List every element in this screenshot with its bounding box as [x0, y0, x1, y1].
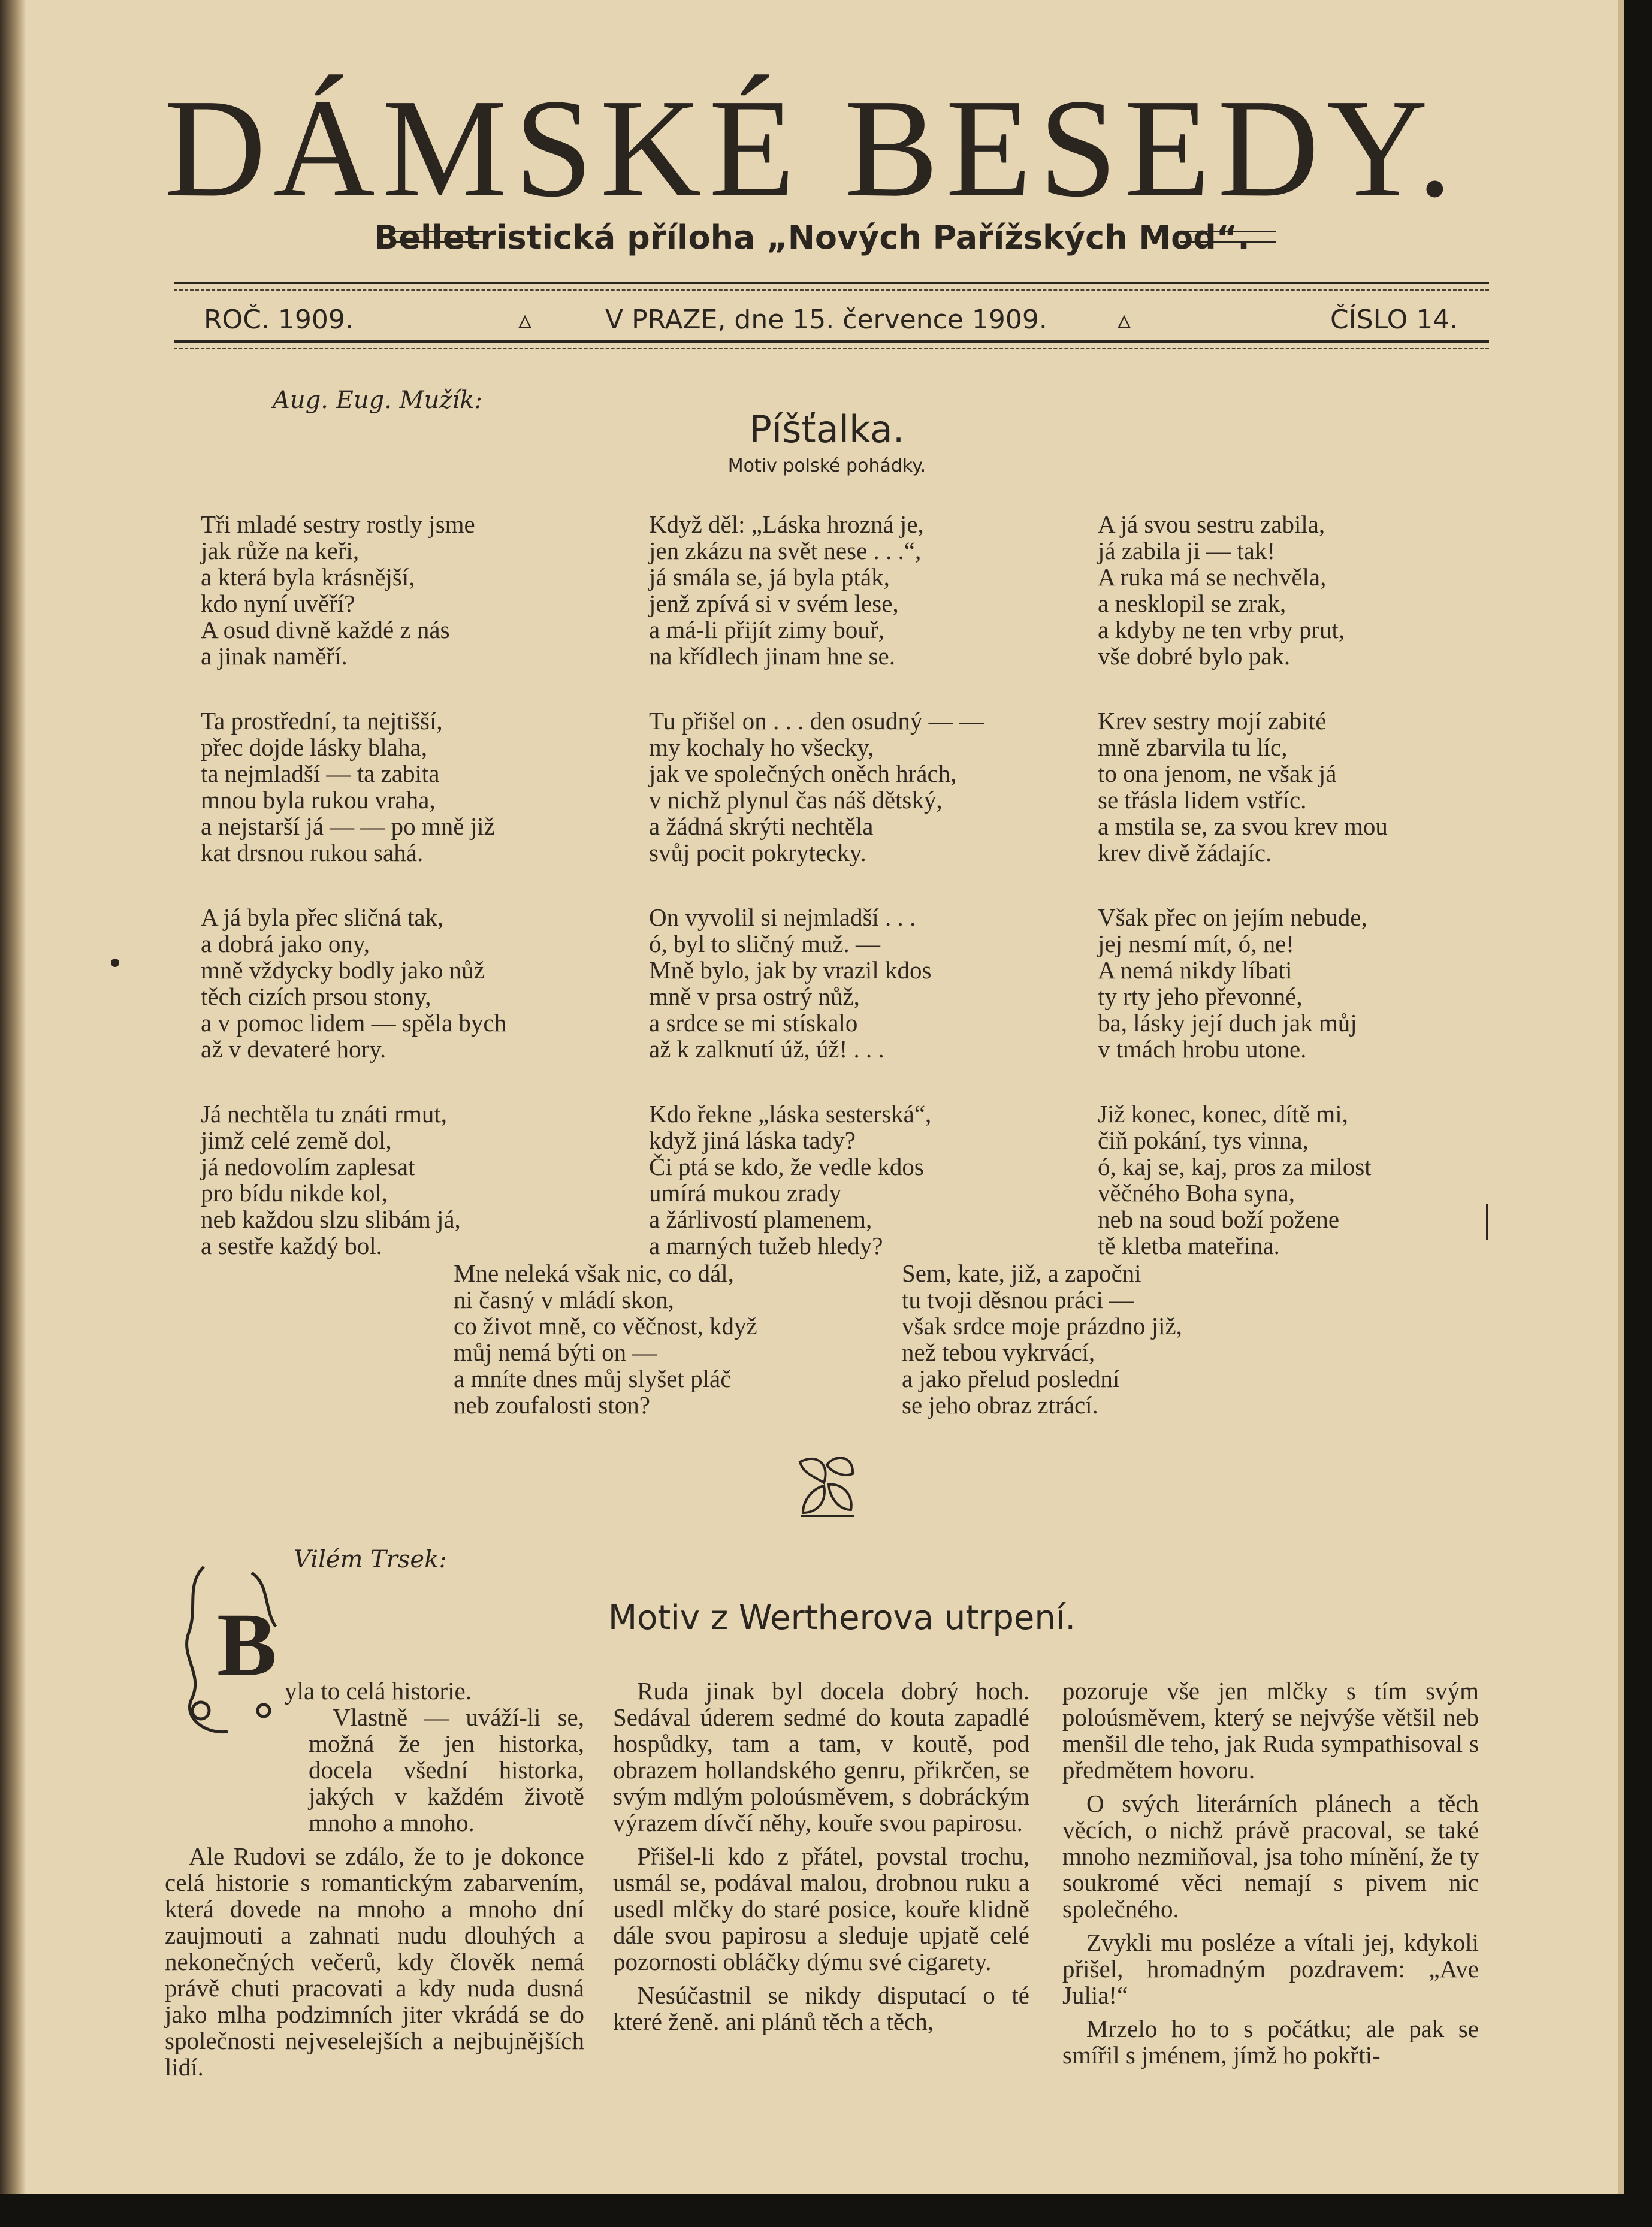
paragraph: Ruda jinak byl docela dobrý hoch. Sedával úderem sedmé do kouta zapadlé hospůdky, tam a tam, v koutě, pod obrazem hollandského genru, přikrčen, se svým mdlým poloúsměvem, s dobráckým výrazem dívčí něhy, kouře svou papirosu. — [613, 1677, 1029, 1836]
story-column-3 — [1062, 1678, 1479, 2075]
stanza: Já nechtěla tu znáti rmut, jimž celé země dol, já nedovolím zaplesat pro bídu nikde kol, neb každou slzu slibám já, a sestře každý bol. — [201, 1100, 461, 1259]
poem-column-3 — [1098, 511, 1481, 1297]
paragraph: Zvykli mu posléze a vítali jej, kdykoli přišel, hromadným pozdravem: „Ave Julia!“ — [1062, 1929, 1479, 2009]
stanza: Krev sestry mojí zabité mně zbarvila tu líc, to ona jenom, ne však já se třásla lidem vstříc. a mstila se, za svou krev mou krev divě žádajíc. — [1098, 707, 1388, 866]
poem-author: Aug. Eug. Mužík: — [273, 386, 482, 414]
paragraph: O svých literárních plánech a těch věcích, o nichž právě pracoval, se také mnoho nezmiňoval, jsa toho mínění, že ty soukromé věci nemají s pivem nic společného. — [1062, 1790, 1479, 1923]
stanza: Tu přišel on . . . den osudný — — my kochaly ho všecky, jak ve společných oněch hrách, v nichž plynul čas náš dětský, a žádná skrýti nechtěla svůj pocit pokrytecky. — [649, 707, 984, 866]
poem-bottom-left — [454, 1260, 837, 1457]
floral-ornament-icon — [794, 1450, 860, 1522]
infobar-top-dashed-rule — [174, 289, 1489, 291]
stanza: A já byla přec sličná tak, a dobrá jako ony, mně vždycky bodly jako nůž těch cizích prsou stony, a v pomoc lidem — spěla bych až v devateré hory. — [201, 904, 507, 1063]
paragraph: Přišel-li kdo z přátel, povstal trochu, usmál se, podával malou, drobnou ruku a usedl mlčky do staré posice, kouře klidně dále svou papirosu a sleduje upjatě celé pozornosti obláčky dýmu své cigarety. — [613, 1842, 1029, 1975]
stanza: Ta prostřední, ta nejtišší, přec dojde lásky blaha, ta nejmladší — ta zabita mnou byla rukou vraha, a nejstarší já — — po mně již kat drsnou rukou sahá. — [201, 707, 495, 866]
paragraph: pozoruje vše jen mlčky s tím svým poloúsměvem, který se nejvýše většil neb menšil dle teho, jak Ruda sympathisoval s předmětem hovoru. — [1062, 1677, 1479, 1784]
stanza: Mne neleká však nic, co dál, ni časný v mládí skon, co život mně, co věčnost, když můj nemá býti on — a mníte dnes můj slyšet pláč neb zoufalosti ston? — [454, 1259, 757, 1419]
stanza: Však přec on jejím nebude, jej nesmí mít, ó, ne! A nemá nikdy líbati ty rty jeho převonné, ba, lásky její duch jak můj v tmách hrobu utone. — [1098, 904, 1367, 1063]
dropcap-first-line: yla to celá historie. — [285, 1677, 472, 1705]
paragraph: Mrzelo ho to s počátku; ale pak se smířil s jménem, jímž ho pokřti- — [1062, 2015, 1479, 2069]
paragraph: Ale Rudovi se zdálo, že to je dokonce celá historie s romantickým zabarvením, která dovede na mnoho a mnoho dní zaujmouti a zahnati nudu dlouhých a nekonečných večerů, kdy člověk nemá právě chuti pracovati a kdy nuda dusná jako mlha podzimních jiter vkrádá se do společnosti nejveselejších a nejbujnějších lidí. — [165, 1842, 584, 2081]
issue-year: ROČ. 1909. — [204, 304, 354, 335]
separator-icon-right: ▵ — [1118, 304, 1131, 335]
stanza: Sem, kate, již, a započni tu tvoji děsnou práci — však srdce moje prázdno již, než tebou vykrvácí, a jako přelud poslední se jeho obraz ztrácí. — [902, 1259, 1182, 1419]
stanza: Kdo řekne „láska sesterská“, když jiná láska tady? Či ptá se kdo, že vedle kdos umírá mukou zrady a žárlivostí plamenem, a marných tužeb hledy? — [649, 1100, 932, 1259]
page-gutter-shadow — [0, 0, 26, 2194]
paragraph: Nesúčastnil se nikdy disputací o té které ženě. ani plánů těch a těch, — [613, 1981, 1029, 2035]
poem-bottom-right — [902, 1260, 1285, 1457]
story-column-2 — [613, 1678, 1029, 2042]
masthead-title: DÁMSKÉ BESEDY. — [164, 70, 1460, 226]
infobar-bottom-rule — [174, 340, 1489, 343]
story-title: Motiv z Wertherova utrpení. — [608, 1599, 1076, 1637]
dropcap-letter: B — [217, 1595, 277, 1694]
issue-infobar — [174, 300, 1468, 342]
stanza: Když děl: „Láska hrozná je, jen zkázu na svět nese . . .“, já smála se, já byla pták, jenž zpívá si v svém lese, a má-li přijít zimy bouř, na křídlech jinam hne se. — [649, 510, 924, 670]
issue-number: ČÍSLO 14. — [1330, 304, 1458, 335]
stanza: Tři mladé sestry rostly jsme jak růže na keři, a která byla krásnější, kdo nyní uvěří? A osud divně každé z nás a jinak naměří. — [201, 510, 475, 670]
masthead-subtitle: Belletristická příloha „Nových Pařížských Mod“. — [374, 219, 1250, 256]
stanza: Již konec, konec, dítě mi, čiň pokání, tys vinna, ó, kaj se, kaj, pros za milost věčného Boha syna, neb na soud boží požene tě kletba mateřina. — [1098, 1100, 1372, 1259]
margin-bracket — [1479, 1204, 1488, 1240]
separator-icon-left: ▵ — [518, 304, 532, 335]
stanza: On vyvolil si nejmladší . . . ó, byl to sličný muž. — Mně bylo, jak by vrazil kdos mně v prsa ostrý nůž, a srdce se mi stískalo až k zalknutí úž, úž! . . . — [649, 904, 932, 1063]
poem-subtitle: Motiv polské pohádky. — [727, 455, 926, 476]
subtitle-rule-right — [1180, 231, 1276, 243]
infobar-top-rule — [174, 282, 1489, 284]
issue-place-date: V PRAZE, dne 15. července 1909. — [605, 304, 1047, 335]
poem-title: Píšťalka. — [749, 407, 905, 451]
story-column-1 — [165, 1678, 584, 2087]
stanza: A já svou sestru zabila, já zabila ji — tak! A ruka má se nechvěla, a nesklopil se zrak, a kdyby ne ten vrby prut, vše dobré bylo pak. — [1098, 510, 1345, 670]
story-author: Vilém Trsek: — [294, 1546, 447, 1573]
margin-mark — [111, 959, 119, 967]
paragraph: Vlastně — uváží-li se, možná že jen historka, docela všední historka, jakých v každém životě mnoho a mnoho. — [309, 1703, 584, 1836]
poem-column-2 — [649, 511, 1032, 1297]
poem-column-1 — [201, 511, 584, 1297]
infobar-bottom-dashed-rule — [174, 348, 1489, 349]
